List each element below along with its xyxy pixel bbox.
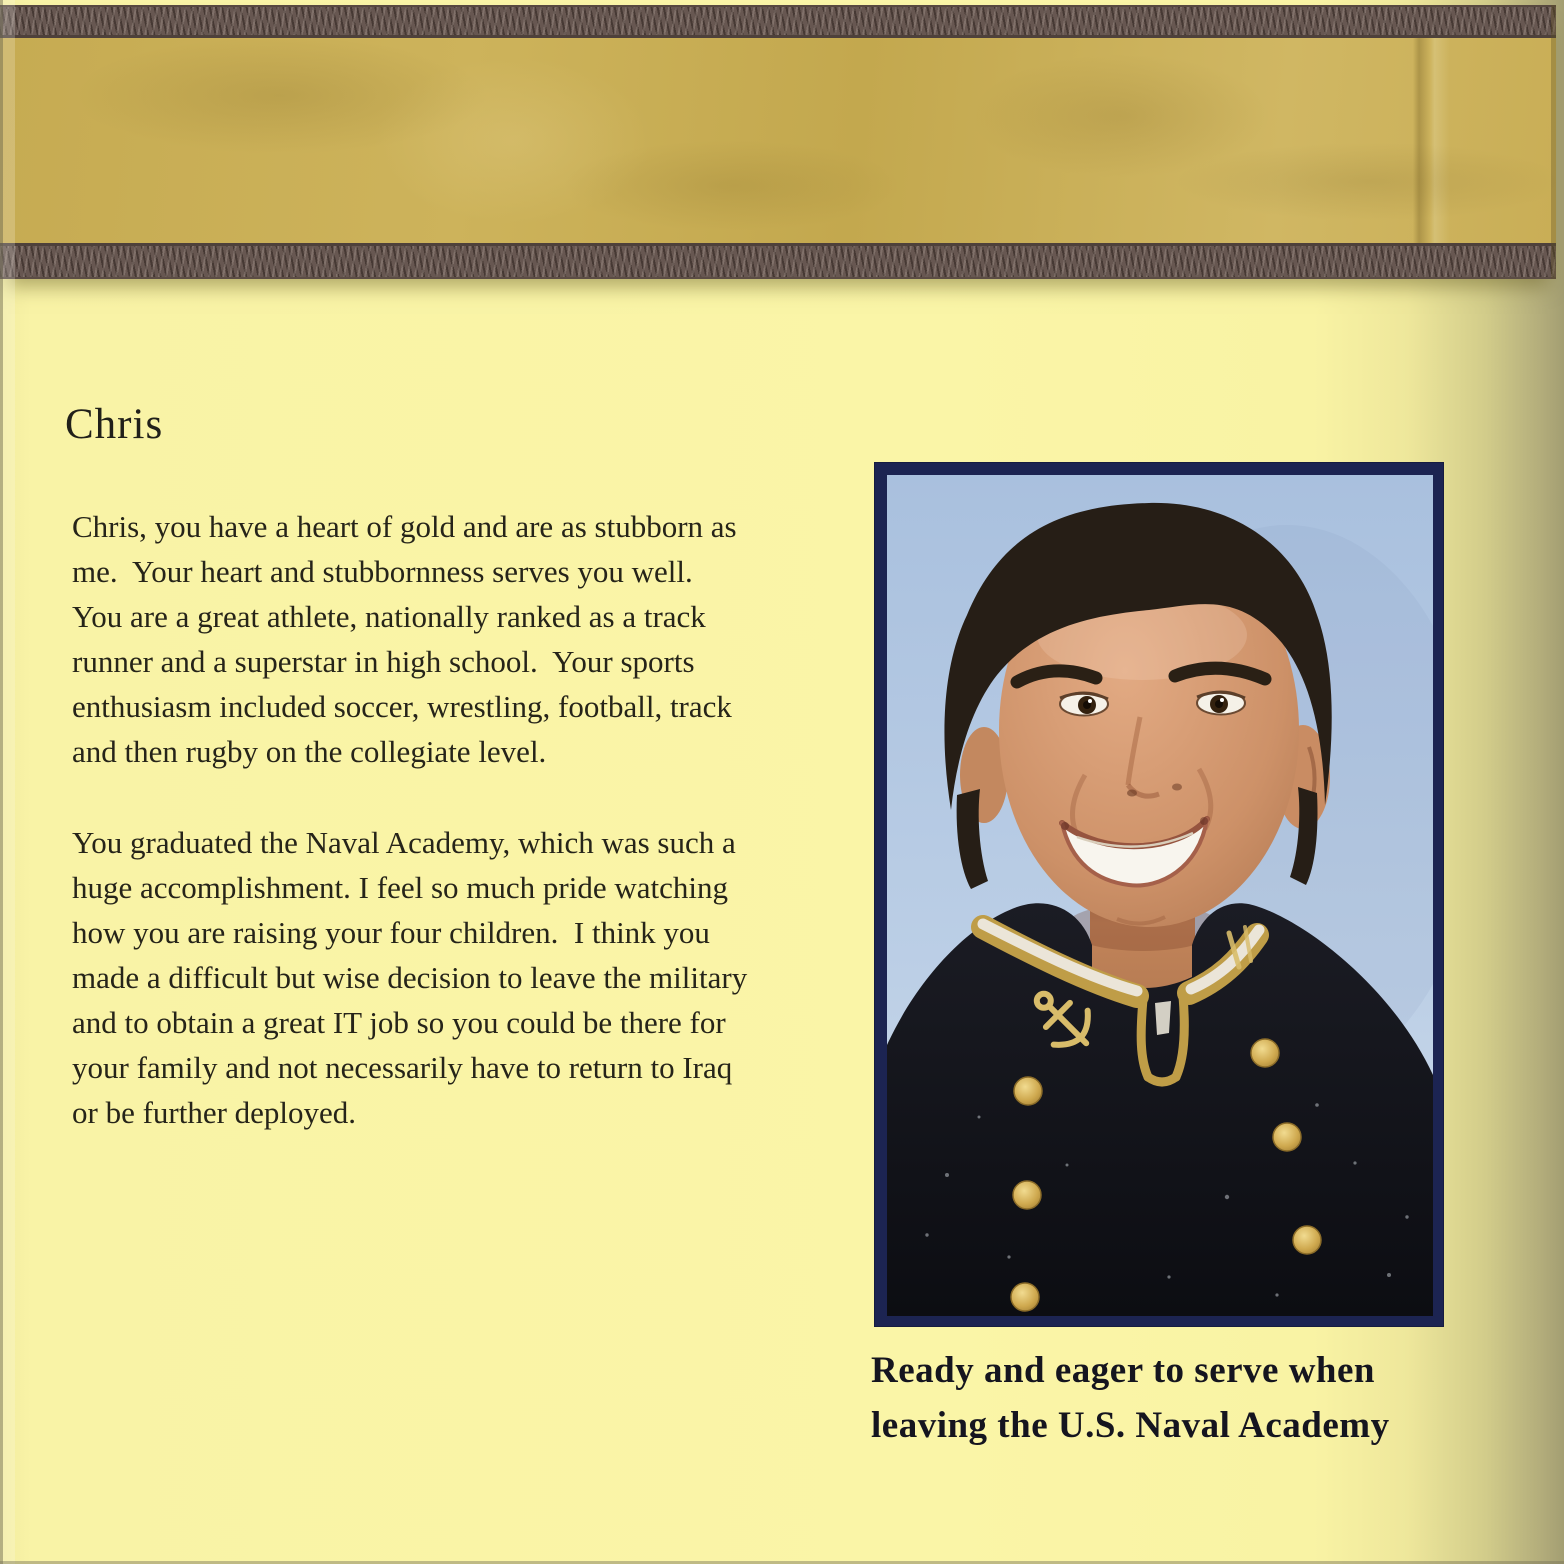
page-title: Chris xyxy=(65,401,164,448)
leather-strap-banner xyxy=(0,5,1556,279)
strap-leather xyxy=(0,38,1556,243)
strap-stitch-bottom xyxy=(0,243,1556,279)
photo-caption: Ready and eager to serve when leaving the U.S. Naval Academy xyxy=(871,1350,1390,1446)
paragraph-2: You graduated the Naval Academy, which was such a huge accomplishment. I feel so much pride watching how you are raising your four children. I think you made a difficult but wise decision to leave the military and to obtain a great IT job so you could be there for your family and not necessarily have to return to Iraq or be further deployed. xyxy=(72,825,755,1130)
portrait-photo xyxy=(887,475,1433,1316)
page-left-highlight xyxy=(3,0,15,1564)
paragraph-1: Chris, you have a heart of gold and are as stubborn as me. Your heart and stubbornness serves you well. You are a great athlete, nationally ranked as a track runner and a superstar in high school. Your sports enthusiasm included soccer, wrestling, football, track and then rugby on the collegiate level. xyxy=(72,509,745,769)
photo-frame xyxy=(874,462,1444,1327)
strap-stitch-top xyxy=(0,5,1556,38)
letter-text xyxy=(72,504,755,1135)
